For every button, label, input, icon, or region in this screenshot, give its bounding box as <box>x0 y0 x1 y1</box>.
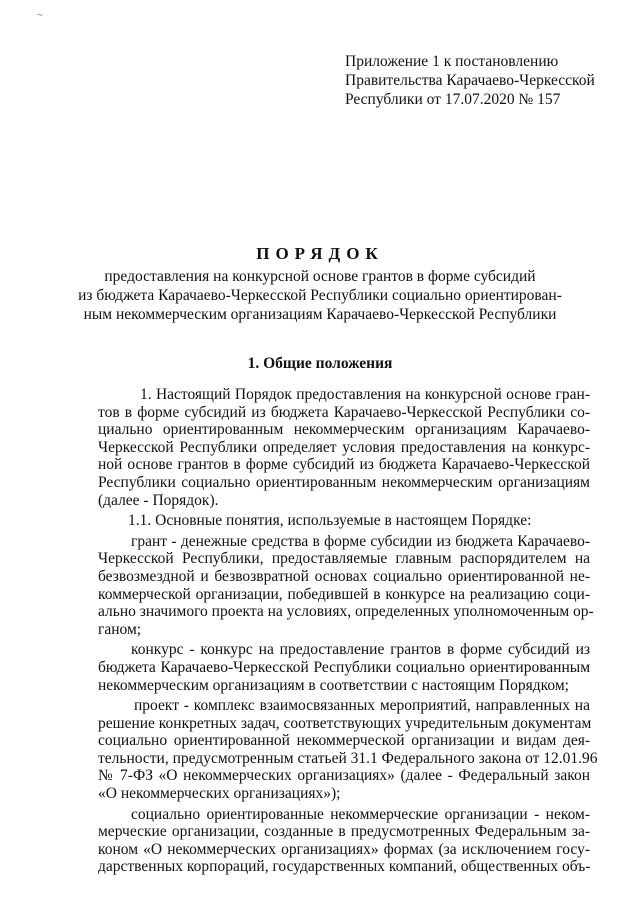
paragraph-line: 1.1. Основные понятия, используемые в настоящем Порядке: <box>128 512 532 530</box>
paragraph-line: циально ориентированным некоммерческим организациям Карачаево- <box>98 421 590 439</box>
paragraph <box>98 532 594 639</box>
document-subtitle <box>60 267 580 324</box>
paragraph <box>98 512 590 530</box>
paragraph-line: 1. Настоящий Порядок предоставления на конкурсной основе гран- <box>140 386 590 403</box>
paragraph-line: Черкесской Республики, предоставляемые главным распорядителем на <box>98 550 590 568</box>
paragraph-line: социально ориентированные некоммерческие организации - неком- <box>131 805 590 823</box>
paragraph <box>98 697 598 803</box>
paragraph-line: грант - денежные средства в форме субсидии из бюджета Карачаево- <box>131 532 590 550</box>
paragraph-line: коммерческой организации, победившей в конкурсе на реализацию соци- <box>98 585 590 603</box>
appendix-line: Приложение 1 к постановлению <box>345 53 559 70</box>
paragraph-line: безвозмездной и безвозвратной основах социально ориентированной не- <box>98 567 590 585</box>
paragraph-line: Республики социально ориентированным некоммерческим организациям <box>98 473 590 491</box>
paragraph-line: «О некоммерческих организациях»); <box>98 785 341 803</box>
paragraph-line: Черкесской Республики определяет условия предоставления на конкурс- <box>98 438 590 456</box>
paragraph-line: решение конкретных задач, соответствующих учредительным документам <box>98 714 592 732</box>
document-body <box>98 386 598 876</box>
paragraph-line: № 7-ФЗ «О некоммерческих организациях» (далее - Федеральный закон <box>98 767 590 785</box>
paragraph-line: ной основе грантов в форме субсидий из бюджета Карачаево-Черкесской <box>98 456 590 474</box>
appendix-line: Республики от 17.07.2020 № 157 <box>345 91 561 108</box>
paragraph-line: мерческие организации, созданные в предусмотренных Федеральным за- <box>98 823 590 841</box>
paragraph-line: ально значимого проекта на условиях, определенных уполномоченным ор- <box>98 603 594 621</box>
paragraph-line: коном «О некоммерческих организациях» формах (за исключением госу- <box>98 840 590 858</box>
paragraph-line: конкурс - конкурс на предоставление грантов в форме субсидий из <box>131 641 590 659</box>
corner-mark: ~ <box>36 9 44 22</box>
subtitle-line: предоставления на конкурсной основе грантов в форме субсидий <box>104 268 536 285</box>
subtitle-line: из бюджета Карачаево-Черкесской Республики социально ориентирован- <box>78 287 562 304</box>
paragraph <box>98 806 590 876</box>
paragraph-line: социально ориентированной некоммерческой организации и видам дея- <box>98 732 590 750</box>
appendix-note <box>345 52 595 109</box>
appendix-line: Правительства Карачаево-Черкесской <box>345 72 595 89</box>
section-heading: 1. Общие положения <box>247 355 393 372</box>
paragraph-line: ганом; <box>98 620 142 638</box>
paragraph <box>98 641 590 694</box>
paragraph-line: дарственных корпораций, государственных компаний, общественных объ- <box>98 858 591 876</box>
paragraph-line: проект - комплекс взаимосвязанных мероприятий, направленных на <box>134 697 590 715</box>
paragraph <box>98 386 590 509</box>
paragraph-line: некоммерческим организациям в соответствии с настоящим Порядком; <box>98 676 569 694</box>
paragraph-line: бюджета Карачаево-Черкесской Республики социально ориентированным <box>98 658 590 676</box>
paragraph-line: (далее - Порядок). <box>98 491 219 509</box>
paragraph-line: тельности, предусмотренным статьей 31.1 Федерального закона от 12.01.96 <box>98 749 598 767</box>
document-title: ПОРЯДОК <box>256 244 384 263</box>
subtitle-line: ным некоммерческим организациям Карачаево-Черкесской Республики <box>83 306 557 323</box>
paragraph-line: тов в форме субсидий из бюджета Карачаево-Черкесской Республики со- <box>98 403 590 421</box>
